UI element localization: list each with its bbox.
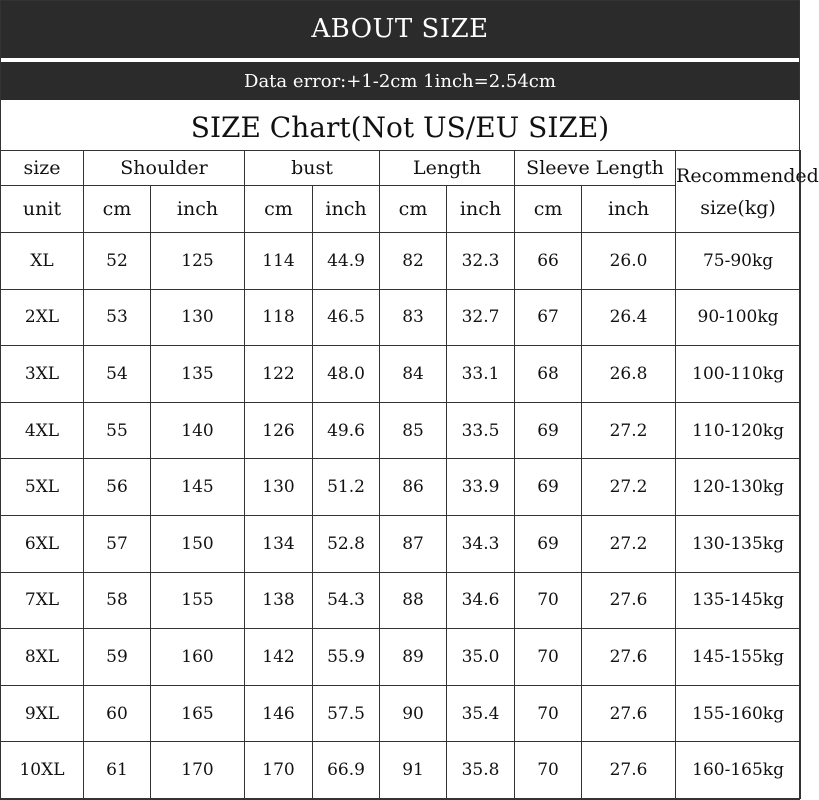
header-subtitle: Data error:+1-2cm 1inch=2.54cm bbox=[0, 60, 800, 100]
table-cell: 90 bbox=[380, 685, 447, 742]
table-cell: 60 bbox=[84, 685, 151, 742]
table-cell: 69 bbox=[515, 515, 582, 572]
table-row bbox=[1, 515, 801, 572]
table-row bbox=[1, 572, 801, 629]
table-cell: 69 bbox=[515, 459, 582, 516]
table-cell: 160 bbox=[151, 629, 245, 686]
header-unit: unit bbox=[1, 186, 84, 233]
table-cell: 83 bbox=[380, 289, 447, 346]
header-shoulder: Shoulder bbox=[84, 151, 245, 186]
table-cell: 35.8 bbox=[447, 742, 515, 799]
table-cell: 135-145kg bbox=[676, 572, 801, 629]
table-cell: 35.0 bbox=[447, 629, 515, 686]
table-cell: 3XL bbox=[1, 346, 84, 403]
table-cell: 91 bbox=[380, 742, 447, 799]
table-cell: 135 bbox=[151, 346, 245, 403]
header-length: Length bbox=[380, 151, 515, 186]
table-cell: 6XL bbox=[1, 515, 84, 572]
table-cell: 130 bbox=[151, 289, 245, 346]
table-cell: 49.6 bbox=[313, 402, 380, 459]
unit-inch: inch bbox=[151, 186, 245, 233]
table-cell: 54 bbox=[84, 346, 151, 403]
unit-inch: inch bbox=[447, 186, 515, 233]
table-cell: 118 bbox=[245, 289, 313, 346]
table-cell: 33.1 bbox=[447, 346, 515, 403]
table-cell: 138 bbox=[245, 572, 313, 629]
table-cell: 145 bbox=[151, 459, 245, 516]
table-cell: 44.9 bbox=[313, 233, 380, 290]
unit-cm: cm bbox=[245, 186, 313, 233]
table-cell: 126 bbox=[245, 402, 313, 459]
table-cell: 142 bbox=[245, 629, 313, 686]
table-cell: 85 bbox=[380, 402, 447, 459]
chart-title: SIZE Chart(Not US/EU SIZE) bbox=[190, 110, 610, 144]
table-cell: 53 bbox=[84, 289, 151, 346]
table-cell: 27.6 bbox=[582, 629, 676, 686]
table-cell: 146 bbox=[245, 685, 313, 742]
table-cell: 51.2 bbox=[313, 459, 380, 516]
table-cell: 27.6 bbox=[582, 685, 676, 742]
table-cell: 33.5 bbox=[447, 402, 515, 459]
table-cell: 155-160kg bbox=[676, 685, 801, 742]
table-cell: 86 bbox=[380, 459, 447, 516]
table-cell: 90-100kg bbox=[676, 289, 801, 346]
table-cell: 5XL bbox=[1, 459, 84, 516]
table-cell: 89 bbox=[380, 629, 447, 686]
table-cell: 27.6 bbox=[582, 742, 676, 799]
table-cell: 34.6 bbox=[447, 572, 515, 629]
table-cell: 150 bbox=[151, 515, 245, 572]
table-cell: 134 bbox=[245, 515, 313, 572]
table-cell: 26.0 bbox=[582, 233, 676, 290]
table-cell: 10XL bbox=[1, 742, 84, 799]
table-cell: 165 bbox=[151, 685, 245, 742]
table-row bbox=[1, 629, 801, 686]
table-cell: 120-130kg bbox=[676, 459, 801, 516]
table-cell: 100-110kg bbox=[676, 346, 801, 403]
size-table bbox=[0, 150, 819, 799]
table-cell: 35.4 bbox=[447, 685, 515, 742]
table-cell: XL bbox=[1, 233, 84, 290]
table-cell: 46.5 bbox=[313, 289, 380, 346]
table-cell: 84 bbox=[380, 346, 447, 403]
table-row bbox=[1, 289, 801, 346]
table-cell: 69 bbox=[515, 402, 582, 459]
table-cell: 27.2 bbox=[582, 402, 676, 459]
table-cell: 26.8 bbox=[582, 346, 676, 403]
table-cell: 82 bbox=[380, 233, 447, 290]
table-cell: 27.2 bbox=[582, 515, 676, 572]
header-sleeve-length: Sleeve Length bbox=[515, 151, 676, 186]
table-cell: 61 bbox=[84, 742, 151, 799]
table-cell: 130 bbox=[245, 459, 313, 516]
table-cell: 75-90kg bbox=[676, 233, 801, 290]
table-cell: 155 bbox=[151, 572, 245, 629]
table-cell: 70 bbox=[515, 629, 582, 686]
table-cell: 125 bbox=[151, 233, 245, 290]
table-cell: 140 bbox=[151, 402, 245, 459]
header-title: ABOUT SIZE bbox=[0, 0, 800, 58]
unit-cm: cm bbox=[380, 186, 447, 233]
table-cell: 57.5 bbox=[313, 685, 380, 742]
table-cell: 56 bbox=[84, 459, 151, 516]
table-cell: 160-165kg bbox=[676, 742, 801, 799]
table-cell: 2XL bbox=[1, 289, 84, 346]
table-row bbox=[1, 742, 801, 799]
table-cell: 114 bbox=[245, 233, 313, 290]
table-header-row bbox=[1, 151, 801, 186]
header-recommended-line1: Recommended bbox=[676, 164, 819, 187]
table-cell: 145-155kg bbox=[676, 629, 801, 686]
table-row bbox=[1, 459, 801, 516]
table-row bbox=[1, 402, 801, 459]
table-cell: 48.0 bbox=[313, 346, 380, 403]
header-size: size bbox=[1, 151, 84, 186]
table-cell: 7XL bbox=[1, 572, 84, 629]
table-cell: 88 bbox=[380, 572, 447, 629]
header-bust: bust bbox=[245, 151, 380, 186]
header-recommended bbox=[676, 151, 819, 233]
unit-cm: cm bbox=[515, 186, 582, 233]
table-cell: 70 bbox=[515, 742, 582, 799]
table-cell: 70 bbox=[515, 572, 582, 629]
table-cell: 57 bbox=[84, 515, 151, 572]
table-row bbox=[1, 233, 801, 290]
table-cell: 52 bbox=[84, 233, 151, 290]
table-cell: 8XL bbox=[1, 629, 84, 686]
table-row bbox=[1, 346, 801, 403]
header-recommended-line2: size(kg) bbox=[700, 196, 776, 219]
table-cell: 54.3 bbox=[313, 572, 380, 629]
unit-inch: inch bbox=[582, 186, 676, 233]
table-cell: 170 bbox=[151, 742, 245, 799]
unit-inch: inch bbox=[313, 186, 380, 233]
table-cell: 55 bbox=[84, 402, 151, 459]
table-cell: 170 bbox=[245, 742, 313, 799]
table-cell: 33.9 bbox=[447, 459, 515, 516]
table-cell: 58 bbox=[84, 572, 151, 629]
table-cell: 59 bbox=[84, 629, 151, 686]
table-cell: 67 bbox=[515, 289, 582, 346]
table-cell: 32.3 bbox=[447, 233, 515, 290]
table-cell: 27.6 bbox=[582, 572, 676, 629]
table-cell: 68 bbox=[515, 346, 582, 403]
table-cell: 110-120kg bbox=[676, 402, 801, 459]
table-cell: 26.4 bbox=[582, 289, 676, 346]
unit-cm: cm bbox=[84, 186, 151, 233]
table-cell: 55.9 bbox=[313, 629, 380, 686]
table-cell: 70 bbox=[515, 685, 582, 742]
table-cell: 4XL bbox=[1, 402, 84, 459]
table-cell: 34.3 bbox=[447, 515, 515, 572]
table-cell: 27.2 bbox=[582, 459, 676, 516]
table-row bbox=[1, 685, 801, 742]
table-cell: 52.8 bbox=[313, 515, 380, 572]
table-body bbox=[1, 233, 801, 799]
table-cell: 87 bbox=[380, 515, 447, 572]
table-cell: 66.9 bbox=[313, 742, 380, 799]
table-cell: 130-135kg bbox=[676, 515, 801, 572]
table-cell: 66 bbox=[515, 233, 582, 290]
table-cell: 9XL bbox=[1, 685, 84, 742]
table-cell: 122 bbox=[245, 346, 313, 403]
table-cell: 32.7 bbox=[447, 289, 515, 346]
